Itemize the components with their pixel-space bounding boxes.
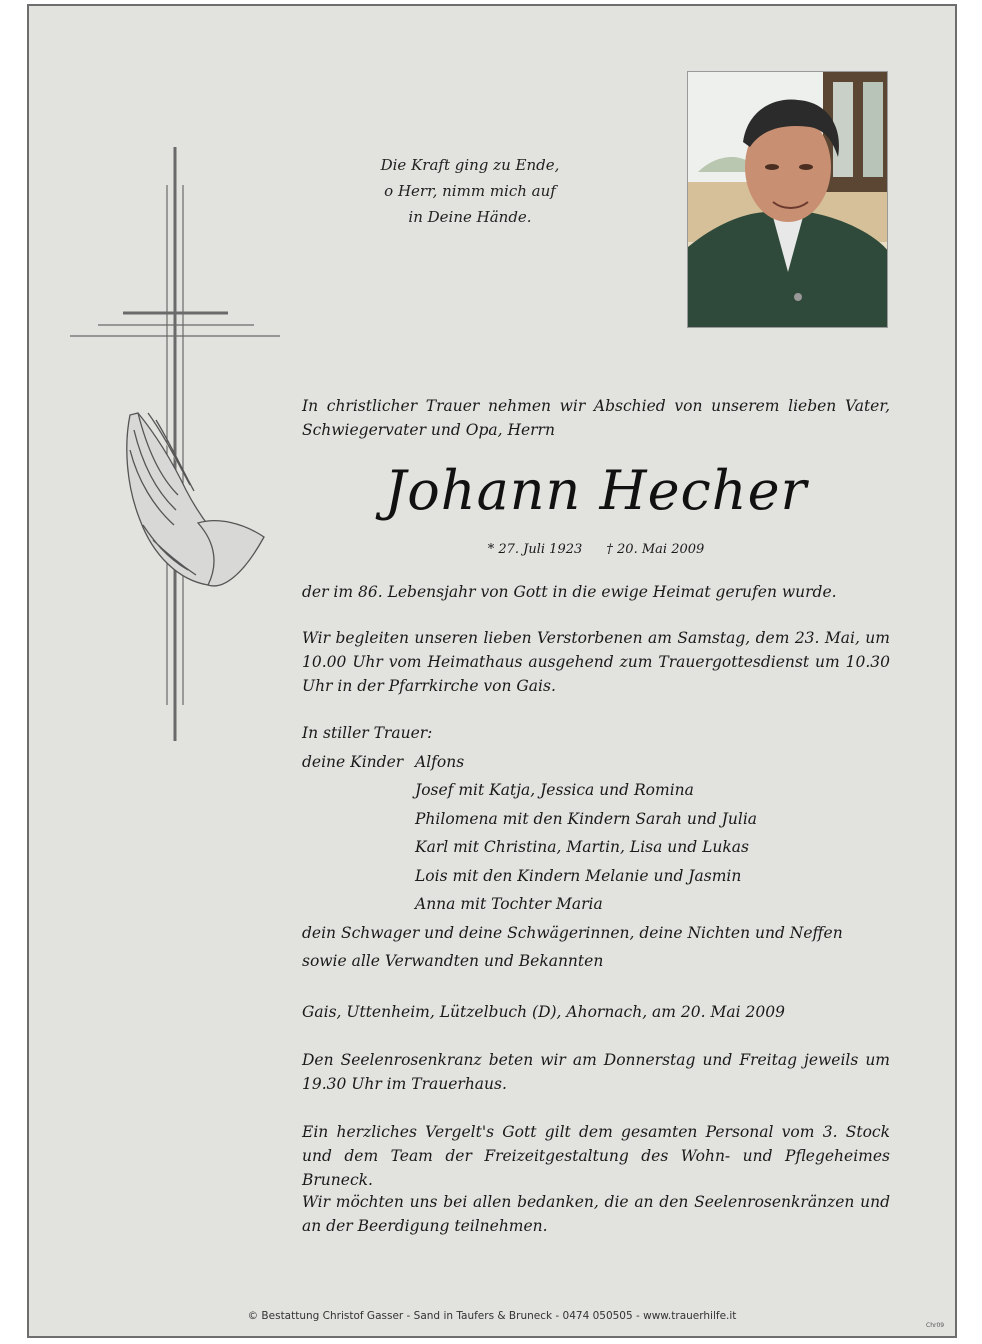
thanks-all-text: Wir möchten uns bei allen bedanken, die an den Seelenrosenkränzen und an der Beerdigung teilnehmen. [302, 1193, 890, 1235]
child-entry: Anna mit Tochter Maria [415, 895, 603, 913]
life-dates [302, 540, 890, 560]
children-block [302, 748, 902, 919]
relatives-line: sowie alle Verwandten und Bekannten [302, 952, 604, 970]
death-date: † 20. Mai 2009 [606, 542, 705, 557]
children-list [415, 748, 902, 919]
intro-text: In christlicher Trauer nehmen wir Abschied von unserem lieben Vater, Schwiegervater und Opa, Herrn [302, 397, 890, 439]
mourners-heading: In stiller Trauer: [302, 724, 433, 742]
motto-line: o Herr, nimm mich auf [384, 182, 556, 200]
thanks-staff-text: Ein herzliches Vergelt's Gott gilt dem gesamten Personal vom 3. Stock und dem Team der Freizeitgestaltung des Wohn- und Pflegeheimes Bruneck. [302, 1123, 890, 1189]
place-date: Gais, Uttenheim, Lützelbuch (D), Ahornach, am 20. Mai 2009 [302, 1003, 785, 1021]
motto-verse [370, 152, 570, 230]
motto-line: in Deine Hände. [408, 208, 532, 226]
rosary-text: Den Seelenrosenkranz beten wir am Donnerstag und Freitag jeweils um 19.30 Uhr im Trauerhaus. [302, 1051, 890, 1093]
deceased-name: Johann Hecher [384, 459, 808, 522]
motto-line: Die Kraft ging zu Ende, [380, 156, 560, 174]
mourners-section [302, 719, 902, 976]
cross-praying-hands-icon [68, 145, 283, 745]
portrait-photo [687, 71, 888, 328]
birth-date: * 27. Juli 1923 [487, 542, 583, 557]
footer-credit: © Bestattung Christof Gasser - Sand in Taufers & Bruneck - 0474 050505 - www.trauerhilfe.it [247, 1310, 737, 1322]
children-label: deine Kinder [302, 752, 404, 771]
child-entry: Karl mit Christina, Martin, Lisa und Lukas [415, 838, 749, 856]
relatives-line: dein Schwager und deine Schwägerinnen, deine Nichten und Neffen [302, 923, 843, 942]
child-entry: Philomena mit den Kindern Sarah und Julia [415, 809, 758, 828]
funeral-text: Wir begleiten unseren lieben Verstorbenen am Samstag, dem 23. Mai, um 10.00 Uhr vom Heimathaus ausgehend zum Trauergottesdienst um 10.30 Uhr in der Pfarrkirche von Gais. [302, 629, 890, 695]
age-line: der im 86. Lebensjahr von Gott in die ewige Heimat gerufen wurde. [302, 583, 837, 601]
child-entry: Josef mit Katja, Jessica und Romina [415, 781, 694, 799]
child-entry: Alfons [415, 752, 465, 771]
corner-code: Chr09 [926, 1322, 945, 1329]
child-entry: Lois mit den Kindern Melanie und Jasmin [415, 866, 742, 885]
